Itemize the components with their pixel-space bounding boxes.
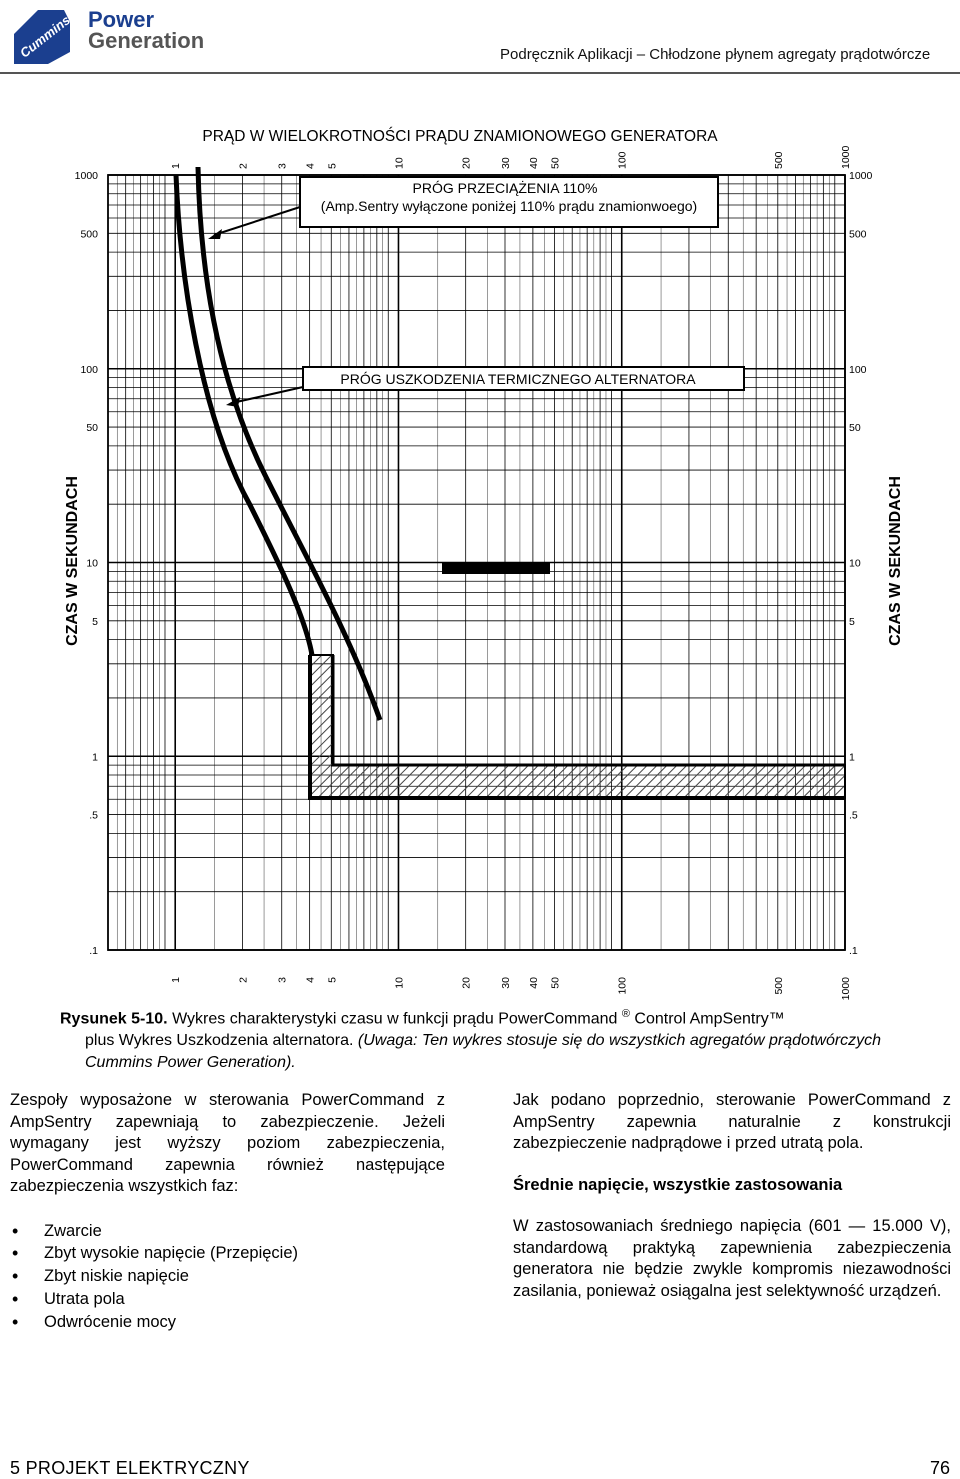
x-tick-label: 3 [276, 977, 289, 983]
x-tick-labels-top [170, 145, 852, 169]
footer-section: 5 PROJEKT ELEKTRYCZNY [10, 1458, 250, 1478]
x-tick-label: 4 [304, 977, 317, 983]
graphic-smudge [442, 562, 550, 574]
x-tick-label: 1000 [840, 145, 852, 169]
y-tick-labels-right [849, 170, 873, 957]
header-divider [0, 72, 960, 74]
x-tick-label: 10 [393, 977, 406, 989]
caption-line2: plus Wykres Uszkodzenia alternatora. [85, 1032, 354, 1050]
list-item: • Utrata pola [10, 1288, 445, 1311]
overload-pointer-arrow [208, 229, 222, 239]
x-tick-label: 2 [237, 163, 250, 169]
right-column [513, 1090, 951, 1322]
x-tick-label: 30 [499, 977, 512, 989]
x-tick-label: 5 [326, 163, 339, 169]
x-tick-label: 2 [237, 977, 250, 983]
caption-text2: Control AmpSentry™ [634, 1010, 785, 1028]
y-tick-label: .1 [89, 945, 98, 957]
x-tick-label: 5 [326, 977, 339, 983]
y-tick-label: .5 [849, 809, 858, 822]
y-tick-label: 100 [80, 363, 98, 376]
x-tick-label: 100 [616, 977, 629, 995]
caption-reg: ® [621, 1008, 630, 1020]
x-tick-label: 1000 [840, 977, 852, 1001]
x-tick-label: 100 [616, 151, 629, 169]
overload-pointer [214, 207, 300, 235]
overload-annotation-line1: PRÓG PRZECIĄŻENIA 110% [412, 180, 598, 196]
y-tick-label: 1000 [74, 170, 98, 182]
y-axis-label-left: CZAS W SEKUNDACH [64, 476, 81, 646]
right-paragraph-2: W zastosowaniach średniego napięcia (601 — 15.000 V), standardową praktyką zapewnienia zabezpieczenia generatora nie będzie zwykle kompromis niezawodności zasilania, ponieważ osiągalna jest selektywność urządzeń. [513, 1217, 951, 1300]
x-tick-label: 4 [304, 163, 317, 169]
brand-power: Power [88, 7, 155, 32]
y-tick-label: 5 [849, 615, 855, 628]
cummins-logo [8, 4, 258, 66]
list-item: • Zwarcie [10, 1220, 445, 1243]
y-tick-label: 50 [86, 422, 98, 435]
y-tick-label: .5 [89, 809, 98, 822]
y-tick-label: 50 [849, 422, 861, 435]
left-column [10, 1090, 445, 1333]
time-current-chart [0, 115, 960, 1001]
x-tick-label: 3 [276, 163, 289, 169]
protection-list [10, 1220, 445, 1334]
x-tick-label: 20 [460, 977, 473, 989]
y-tick-label: 5 [92, 615, 98, 628]
y-tick-label: .1 [849, 945, 858, 957]
x-tick-label: 20 [460, 157, 473, 169]
x-tick-label: 40 [527, 157, 540, 169]
y-tick-label: 1000 [849, 170, 873, 182]
y-tick-label: 1 [849, 751, 855, 764]
curve-inner-edge [333, 655, 845, 765]
overload-annotation-line2: (Amp.Sentry wyłączone poniżej 110% prądu znamionwoego) [320, 198, 698, 214]
thermal-damage-region [310, 655, 845, 798]
y-tick-label: 100 [849, 363, 867, 376]
brand-generation: Generation [88, 28, 205, 53]
x-tick-label: 1 [170, 977, 183, 983]
x-tick-label: 10 [393, 157, 406, 169]
list-item: • Odwrócenie mocy [10, 1311, 445, 1334]
logo-text: Cummins [16, 12, 73, 61]
y-tick-label: 10 [849, 557, 861, 570]
chart-title: PRĄD W WIELOKROTNOŚCI PRĄDU ZNAMIONOWEGO GENERATORA [202, 128, 718, 145]
list-item: • Zbyt niskie napięcie [10, 1265, 445, 1288]
header-title: Podręcznik Aplikacji – Chłodzone płynem agregaty prądotwórcze [500, 46, 931, 63]
caption-note: (Uwaga: Ten wykres stosuje się do wszystkich agregatów prądotwórczych Cummins Power Generation). [85, 1032, 882, 1072]
y-tick-label: 500 [849, 228, 867, 241]
x-tick-label: 50 [549, 157, 562, 169]
section-heading: Średnie napięcie, wszystkie zastosowania [513, 1175, 843, 1194]
x-tick-labels-bottom [170, 977, 852, 1001]
footer-page-number: 76 [929, 1458, 950, 1478]
list-item: • Zbyt wysokie napięcie (Przepięcie) [10, 1242, 445, 1265]
thermal-annotation-text: PRÓG USZKODZENIA TERMICZNEGO ALTERNATORA [340, 371, 696, 387]
caption-label: Rysunek 5-10. [60, 1010, 168, 1028]
left-paragraph: Zespoły wyposażone w sterowania PowerCommand z AmpSentry zapewniają to zabezpieczenie. Jeżeli wymagany jest wyższy poziom zabezpieczenia, PowerCommand zapewnia również następujące zabezpieczenia wszystkich faz: [10, 1091, 445, 1195]
figure-caption [60, 1003, 940, 1074]
thermal-damage-curve [176, 175, 312, 655]
x-tick-label: 1 [170, 163, 183, 169]
y-tick-label: 1 [92, 751, 98, 764]
y-axis-label-right: CZAS W SEKUNDACH [887, 476, 904, 646]
x-tick-label: 40 [527, 977, 540, 989]
x-tick-label: 50 [549, 977, 562, 989]
y-tick-label: 500 [80, 228, 98, 241]
caption-text: Wykres charakterystyki czasu w funkcji prądu PowerCommand [172, 1010, 618, 1028]
y-tick-label: 10 [86, 557, 98, 570]
x-tick-label: 30 [499, 157, 512, 169]
x-tick-label: 500 [772, 151, 785, 169]
amp-sentry-curve [198, 167, 380, 720]
x-tick-label: 500 [772, 977, 785, 995]
right-paragraph-1: Jak podano poprzednio, sterowanie PowerCommand z AmpSentry zapewnia naturalnie z konstrukcji zabezpieczenie nadprądowe i przed utratą pola. [513, 1091, 951, 1152]
